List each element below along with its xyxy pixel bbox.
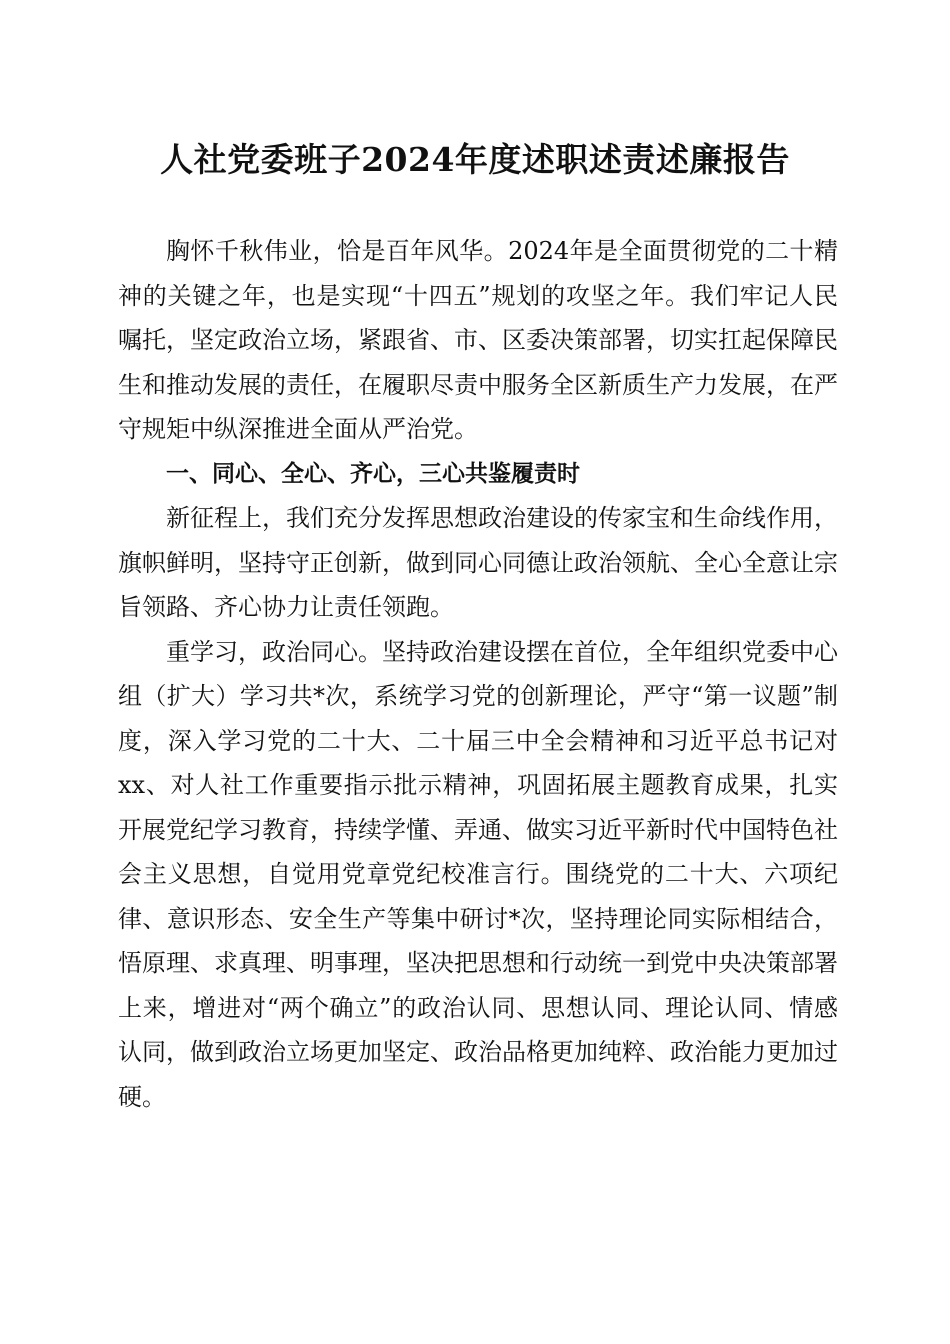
section-heading: 一、同心、全心、齐心，三心共鉴履责时 xyxy=(166,460,580,487)
intro-paragraph: 胸怀千秋伟业，恰是百年风华。2024年是全面贯彻党的二十精神的关键之年，也是实现“十四五”规划的攻坚之年。我们牢记人民嘱托，坚定政治立场，紧跟省、市、区委决策部署，切实扛起保障民生和推动发展的责任，在履职尽责中服务全区新质生产力发展，在严守规矩中纵深推进全面从严治党。 xyxy=(118,237,838,443)
study-paragraph: 重学习，政治同心。坚持政治建设摆在首位，全年组织党委中心组（扩大）学习共*次，系统学习党的创新理论，严守“第一议题”制度，深入学习党的二十大、二十届三中全会精神和习近平总书记对xx、对人社工作重要指示批示精神，巩固拓展主题教育成果，扎实开展党纪学习教育，持续学懂、弄通、做实习近平新时代中国特色社会主义思想，自觉用党章党纪校准言行。围绕党的二十大、六项纪律、意识形态、安全生产等集中研讨*次，坚持理论同实际相结合，悟原理、求真理、明事理，坚决把思想和行动统一到党中央决策部署上来，增进对“两个确立”的政治认同、思想认同、理论认同、情感认同，做到政治立场更加坚定、政治品格更加纯粹、政治能力更加过硬。 xyxy=(118,637,838,1111)
section-intro-paragraph: 新征程上，我们充分发挥思想政治建设的传家宝和生命线作用，旗帜鲜明，坚持守正创新，做到同心同德让政治领航、全心全意让宗旨领路、齐心协力让责任领跑。 xyxy=(118,504,838,621)
document-title: 人社党委班子2024年度述职述责述廉报告 xyxy=(160,140,790,179)
document-body xyxy=(118,229,838,1119)
